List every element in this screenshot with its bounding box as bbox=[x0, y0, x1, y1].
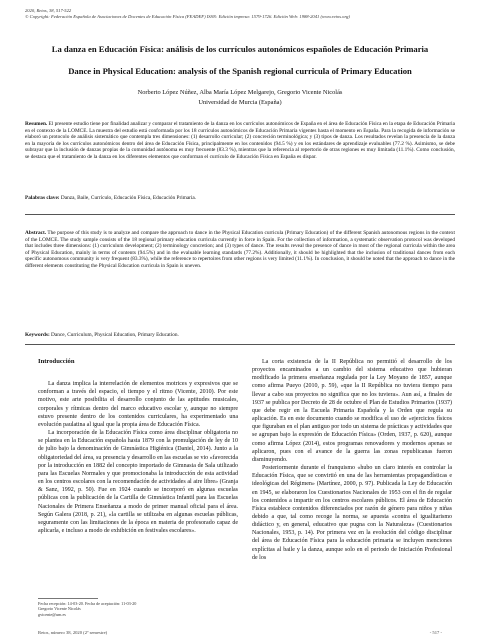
keywords-spanish-label: Palabras clave: bbox=[25, 195, 60, 201]
journal-header bbox=[25, 8, 350, 20]
article-title-english: Dance in Physical Education: analysis of the Spanish regional curricula of Primary Education bbox=[68, 66, 412, 76]
keywords-spanish-text: Danza, Baile, Currículo, Educación Física, Educación Primaria. bbox=[60, 195, 197, 201]
footnote-divider bbox=[38, 598, 98, 599]
article-title-spanish: La danza en Educación Física: análisis de los currículos autonómicos españoles de Educación Primaria bbox=[51, 44, 429, 54]
footer-page-number: - 517 - bbox=[429, 630, 442, 635]
body-paragraph: Posteriormente durante el franquismo «hubo un claro interés en controlar la Educación Física, que se convirtió en una de las herramientas propagandísticas e ideológicas del Régimen» (Martínez, 2000, p. 97). Publicada la Ley de Educación en 1945, se elaboraron los Cuestionarios Nacionales de 1953 con el fin de regular los contenidos a impartir en los centros escolares públicos. El área de Educación Física establece contenidos diferenciados por razón de género para niños y niñas debido a que, tal como recoge la norma, se apuesta «contra el igualitarismo didáctico y, en general, educativo que pugna con la Naturaleza» (Cuestionarios Nacionales, 1953, p. 14). Por primera vez en la evolución del código disciplinar del área de Educación Física para la educación primaria se incluyen menciones explícitas al baile y la danza, aunque solo en el periodo de Iniciación Profesional de los bbox=[252, 465, 452, 561]
abstract-english-label: Abstract. bbox=[25, 230, 47, 236]
abstract-english-text: The purpose of this study is to analyze and compare the approach to dance in the Physical Education curricula (Primary Education) of the different Spanish autonomous regions in the context of the LOMCE. The study sample consists of the 18 regional primary education curricula currently in force in Spain. For the collection of information, a systematic observation protocol was developed that includes three dimensions: (1) curriculum development; (2) terminology concretion; and (3) types of dance. The results reveal the presence of dance in most of the regional curricula within the area of Physical Education, mainly in terms of contents (94.5%) and in the evaluable learning standards (77.2%). Additionally, it should be highlighted that the inclusion of traditional dances from each specific autonomous community is very frequent (83.3%), while the reference to repertoires from other regions is very limited (11.1%). In conclusion, it should be noted that the approach to dance in the different elements constituting the Physical Education curricula in Spain is uneven. bbox=[25, 230, 455, 269]
author-affiliation: Universidad de Murcia (España) bbox=[198, 99, 282, 106]
body-column-right bbox=[252, 358, 452, 562]
keywords-english-label: Keywords: bbox=[25, 332, 50, 338]
footnote-author: Gregorio Vicente Nicolás bbox=[38, 606, 81, 612]
footnote bbox=[38, 601, 136, 617]
author-list: Norberto López Núñez, Alba María López Melgarejo, Gregorio Vicente Nicolás bbox=[137, 89, 343, 96]
abstract-spanish bbox=[25, 121, 455, 161]
footnote-dates: Fecha recepción: 14-03-20. Fecha de aceptación: 11-03-20 bbox=[38, 601, 137, 606]
keywords-english-text: Dance, Curriculum, Physical Education, Primary Education. bbox=[51, 332, 179, 338]
body-paragraph: La corta existencia de la II República no permitió el desarrollo de los proyectos encaminados a un cambio del sistema educativo que hubieran modificado la primera enseñanza regulada por la Ley Moyano de 1857, aunque como afirma Pueyo (2010, p. 59), «que la II República no tuviera tiempo para llevar a cabo sus proyectos no significa que no los tuviera». Aun así, a finales de 1937 se publica por Decreto de 28 de octubre el Plan de Estudios Primarios (1937) que debe regir en la Escuela Primaria Española y la Orden que regula su aplicación. Es en este documento cuando se modifica el uso de «ejercicios físicos que figuraban en el plan antiguo por todo un sistema de prácticas y actividades que se agrupan bajo la expresión de Educación Física» (Orden, 1937, p. 620), aunque como afirma López (2014), estos programas renovadores y modernos apenas se aplicaron, pues con el avance de la guerra las zonas republicanas fueron disminuyendo. bbox=[252, 359, 452, 463]
journal-citation: 2020, Retos, 38, 517-522 bbox=[25, 8, 72, 13]
divider bbox=[25, 214, 455, 215]
body-column-left bbox=[38, 358, 238, 535]
divider bbox=[25, 344, 455, 345]
abstract-spanish-label: Resumen. bbox=[25, 121, 48, 127]
abstract-spanish-text: El presente estudio tiene por finalidad analizar y comparar el tratamiento de la danza en los currículos autonómicos de España en el área de Educación Física en la etapa de Educación Primaria en el contexto de la LOMCE. La muestra del estudio está conformada por los 18 currículos autonómicos de Educación Primaria vigentes hasta el momento en España. Para la recogida de información se elaboró un protocolo de análisis sistemático que contempla tres dimensiones: (1) desarrollo curricular; (2) concreción terminológica; y (3) tipos de danza. Los resultados revelan la presencia de la danza en la mayoría de los currículos autonómicos dentro del área de Educación Física, principalmente en los contenidos (94.5 %) y en los estándares de aprendizaje evaluables (77.2 %). Asimismo, se debe subrayar que la inclusión de danzas propias de la comunidad autónoma es muy frecuente (83.3 %), mientras que la referencia al repertorio de otras regiones es muy limitada (11.1%). Como conclusión, se destaca que el tratamiento de la danza en los diferentes elementos que conforman el currículo de Educación Física en España es dispar. bbox=[25, 121, 455, 160]
body-paragraph: La incorporación de la Educación Física como área disciplinar obligatoria no se plantea en la Educación española hasta 1879 con la promulgación de ley de 10 de julio bajo la denominación de Gimnástica Higiénica (Daniel, 2014). Junto a la obligatoriedad del área, su presencia y desarrollo en las escuelas se vio «favorecida por la introducción en 1882 del concepto importado de Gimnasia de Sala utilizado para las Escuelas Normales y que promocionaba la introducción de esta actividad en los centros escolares con la recomendación de actividades al aire libre» (Granja & Sanz, 1992, p. 50). Fue en 1924 cuando se incorporó en algunas escuelas públicas con la publicación de la Cartilla de Gimnástica Infantil para las Escuelas Nacionales de Primera Enseñanza a modo de primer manual oficial para el área. Según Galera (2018, p. 21), «la cartilla se utilizaba en algunas escuelas públicas, seguramente con las limitaciones de la época en materia de profesorado capaz de aplicarla, e incluso a modo de exhibición en festivales escolares». bbox=[38, 430, 238, 534]
body-paragraph: La danza implica la interrelación de elementos motrices y expresivos que se conforman a través del espacio, el tiempo y el ritmo (Vicente, 2010). Por este motivo, este arte posibilita el desarrollo conjunto de las aptitudes musicales, corporales y rítmicas dentro del marco educativo escolar y, aunque no siempre estuvo presente dentro de los contenidos curriculares, ha experimentado una evolución paulatina al igual que la propia área de Educación Física. bbox=[38, 381, 238, 428]
footnote-email: gvicente@um.es bbox=[38, 611, 66, 617]
keywords-spanish bbox=[25, 195, 455, 202]
section-heading-introduction: Introducción bbox=[38, 358, 75, 365]
keywords-english bbox=[25, 332, 455, 339]
journal-copyright: © Copyright: Federación Española de Asociaciones de Docentes de Educación Física (FEADEF) ISSN: Edición impresa: 1579-1726. Edición Web: 1988-2041 (www.retos.org) bbox=[25, 14, 350, 19]
footer-journal-issue: Retos, número 38, 2020 (2º semestre) bbox=[38, 630, 108, 635]
abstract-english bbox=[25, 230, 455, 270]
